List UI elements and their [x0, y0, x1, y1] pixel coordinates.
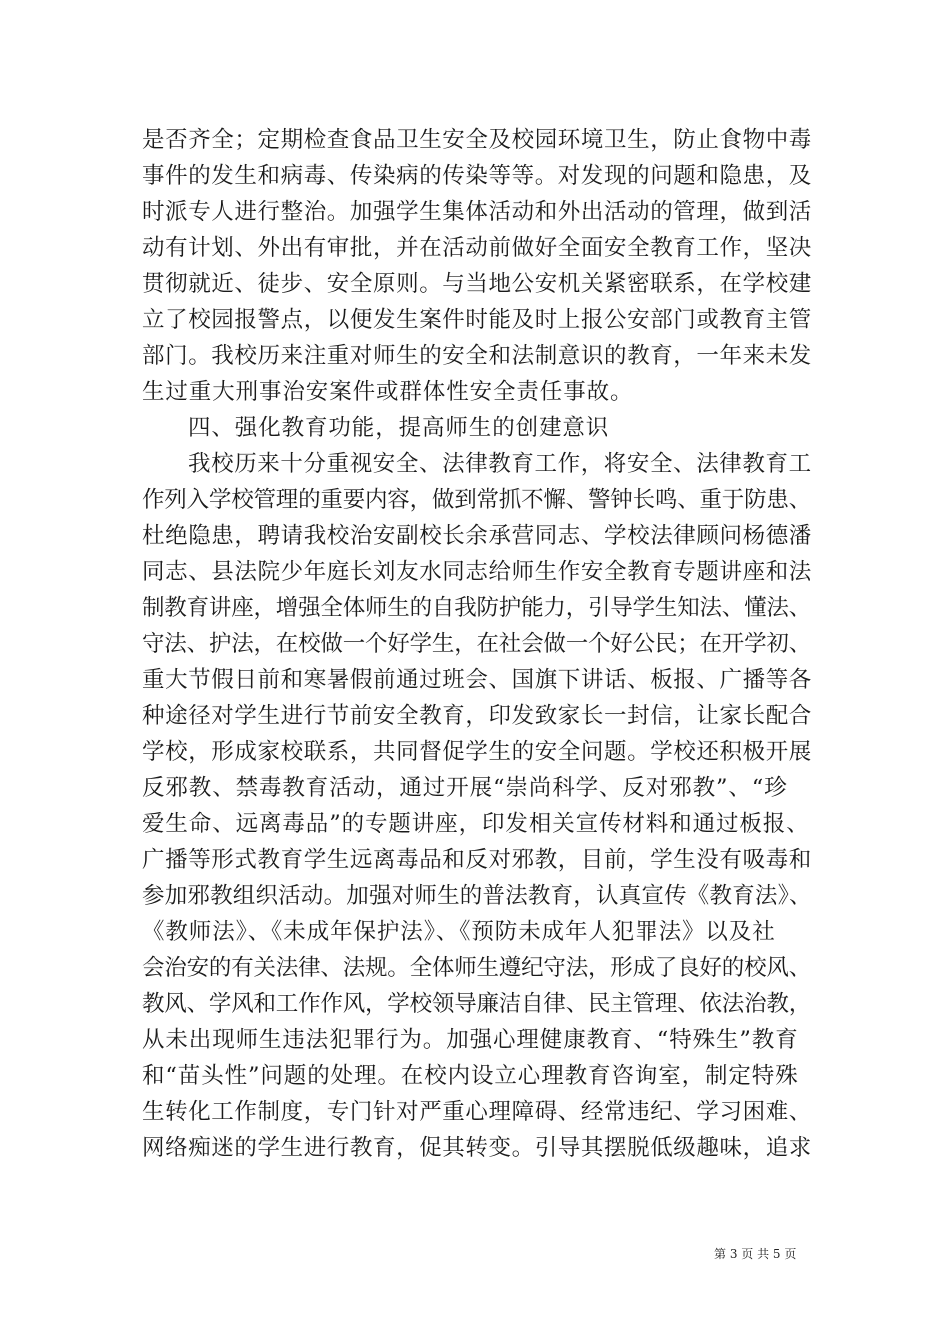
paragraph-line: 《教师法》、《未成年保护法》、《预防未成年人犯罪法》以及社: [142, 919, 776, 945]
page-number-footer: 第 3 页 共 5 页: [714, 1247, 797, 1261]
paragraph-line: 动有计划、外出有审批，并在活动前做好全面安全教育工作，坚决: [142, 235, 812, 261]
paragraph-line: 学校，形成家校联系，共同督促学生的安全问题。学校还积极开展: [142, 739, 812, 765]
paragraph-line: 生过重大刑事治安案件或群体性安全责任事故。: [142, 379, 634, 405]
paragraph-line: 生转化工作制度，专门针对严重心理障碍、经常违纪、学习困难、: [142, 1099, 812, 1125]
paragraph-line: 反邪教、禁毒教育活动，通过开展“崇尚科学、反对邪教”、“珍: [142, 775, 788, 801]
paragraph-line: 从未出现师生违法犯罪行为。加强心理健康教育、“特殊生”教育: [142, 1027, 799, 1053]
paragraph-line: 爱生命、远离毒品”的专题讲座，印发相关宣传材料和通过板报、: [142, 811, 810, 837]
paragraph-line: 是否齐全；定期检查食品卫生安全及校园环境卫生，防止食物中毒: [142, 127, 812, 153]
paragraph-line: 同志、县法院少年庭长刘友水同志给师生作安全教育专题讲座和法: [142, 559, 812, 585]
paragraph-line: 重大节假日前和寒暑假前通过班会、国旗下讲话、板报、广播等各: [142, 667, 812, 693]
paragraph-line: 作列入学校管理的重要内容，做到常抓不懈、警钟长鸣、重于防患、: [142, 487, 812, 513]
paragraph-line: 时派专人进行整治。加强学生集体活动和外出活动的管理，做到活: [142, 199, 812, 225]
paragraph-line: 杜绝隐患，聘请我校治安副校长余承营同志、学校法律顾问杨德潘: [142, 523, 812, 549]
section-heading: 四、强化教育功能，提高师生的创建意识: [188, 415, 610, 441]
paragraph-line: 网络痴迷的学生进行教育，促其转变。引导其摆脱低级趣味，追求: [142, 1135, 812, 1161]
paragraph-line: 贯彻就近、徒步、安全原则。与当地公安机关紧密联系，在学校建: [142, 271, 812, 297]
paragraph-line: 守法、护法，在校做一个好学生，在社会做一个好公民；在开学初、: [142, 631, 812, 657]
paragraph-line: 部门。我校历来注重对师生的安全和法制意识的教育，一年来未发: [142, 343, 812, 369]
paragraph-line: 广播等形式教育学生远离毒品和反对邪教，目前，学生没有吸毒和: [142, 847, 812, 873]
paragraph-line: 我校历来十分重视安全、法律教育工作，将安全、法律教育工: [188, 451, 812, 477]
paragraph-line: 种途径对学生进行节前安全教育，印发致家长一封信，让家长配合: [142, 703, 812, 729]
paragraph-line: 和“苗头性”问题的处理。在校内设立心理教育咨询室，制定特殊: [142, 1063, 799, 1089]
paragraph-line: 事件的发生和病毒、传染病的传染等等。对发现的问题和隐患，及: [142, 163, 812, 189]
paragraph-line: 参加邪教组织活动。加强对师生的普法教育，认真宣传《教育法》、: [142, 883, 812, 909]
paragraph-line: 制教育讲座，增强全体师生的自我防护能力，引导学生知法、懂法、: [142, 595, 812, 621]
paragraph-line: 立了校园报警点，以便发生案件时能及时上报公安部门或教育主管: [142, 307, 812, 333]
paragraph-line: 教风、学风和工作作风，学校领导廉洁自律、民主管理、依法治教，: [142, 991, 812, 1017]
paragraph-line: 会治安的有关法律、法规。全体师生遵纪守法，形成了良好的校风、: [142, 955, 812, 981]
